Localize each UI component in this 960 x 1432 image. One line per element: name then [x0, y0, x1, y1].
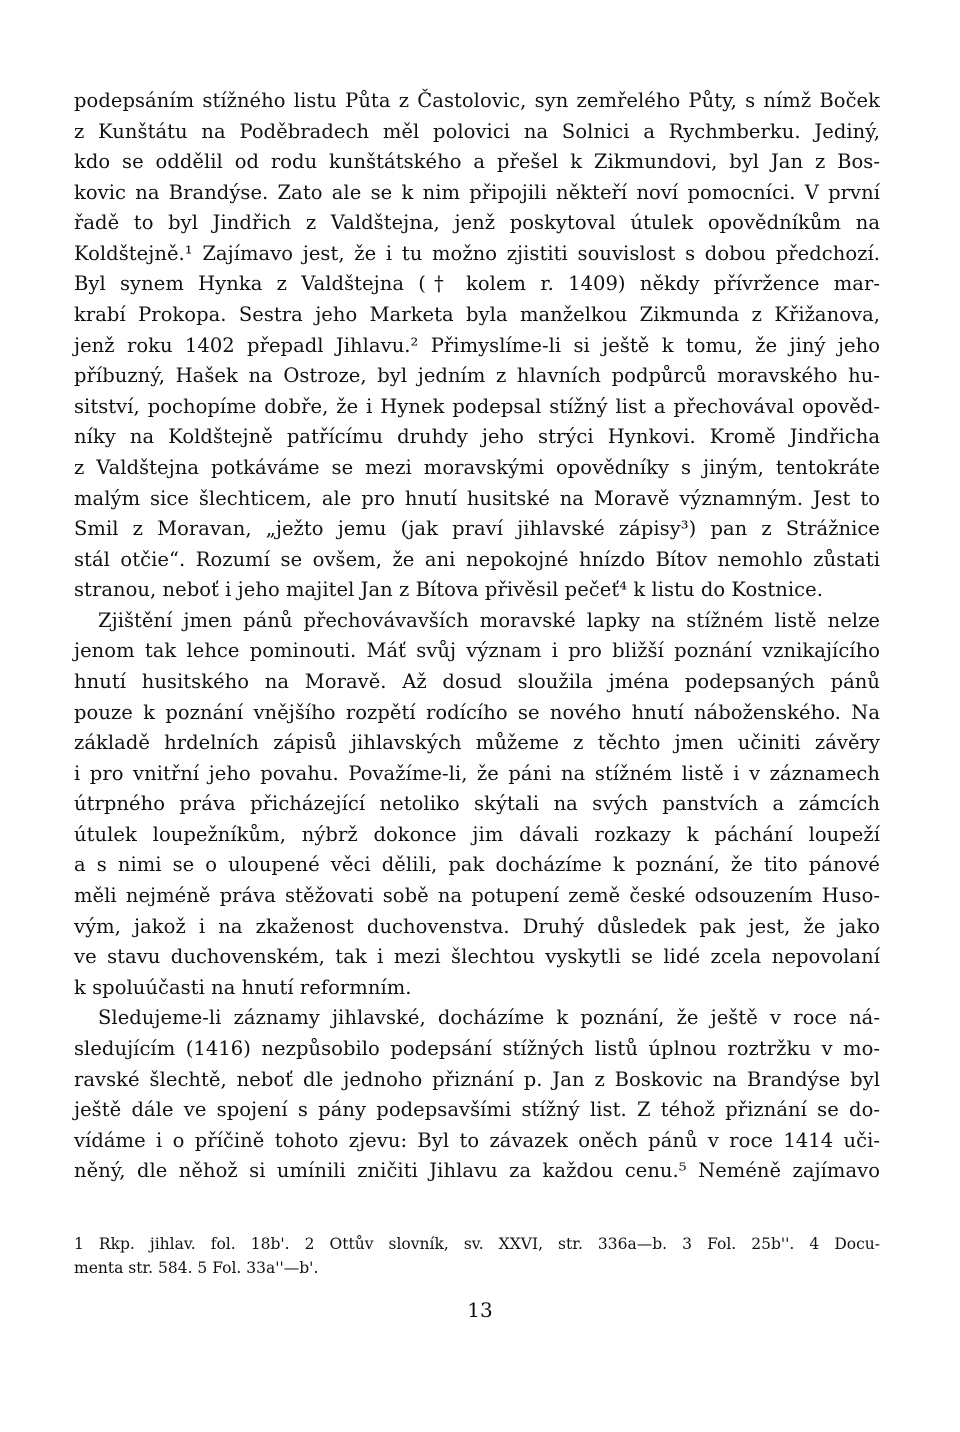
- text-line: Sledujeme-li záznamy jihlavské, docházíme k poznání, že ještě v roce ná-: [98, 1006, 880, 1030]
- text-line: i pro vnitřní jeho povahu. Považíme-li, že páni na stížném listě i v záznamech: [74, 761, 880, 785]
- text-line: něný, dle něhož si umínili zničiti Jihlavu za každou cenu.⁵ Neméně zajímavo: [74, 1159, 880, 1183]
- text-line: vým, jakož i na zkaženost duchovenstva. Druhý důsledek pak jest, že jako: [74, 914, 880, 938]
- text-line: jenž roku 1402 přepadl Jihlavu.² Přimyslíme-li si ještě k tomu, že jiný jeho: [74, 333, 880, 357]
- text-line: jenom tak lehce pominouti. Máť svůj význam i pro bližší poznání vznikajícího: [74, 639, 880, 663]
- text-line: Zjištění jmen pánů přechovávavších moravské lapky na stížném listě nelze: [98, 608, 880, 632]
- footnotes: [74, 1232, 880, 1280]
- text-line: sledujícím (1416) nezpůsobilo podepsání stížných listů úplnou roztržku v mo-: [74, 1036, 880, 1060]
- text-line: útrpného práva přicházející netoliko skýtali na svých panstvích a zámcích: [74, 792, 880, 816]
- text-line: kdo se oddělil od rodu kunštátského a přešel k Zikmundovi, byl Jan z Bos-: [74, 150, 880, 174]
- text-line: ještě dále ve spojení s pány podepsavšími stížný list. Z téhož přiznání se do-: [74, 1098, 880, 1122]
- text-line: měli nejméně práva stěžovati sobě na potupení země české odsouzením Huso-: [74, 884, 880, 908]
- text-line: a s nimi se o uloupené věci dělili, pak docházíme k poznání, že tito pánové: [74, 853, 880, 877]
- footnote-line: menta str. 584. 5 Fol. 33a''—b'.: [74, 1259, 319, 1277]
- text-line: Smil z Moravan, „ježto jemu (jak praví jihlavské zápisy³) pan z Strážnice: [74, 517, 880, 541]
- text-line: ravské šlechtě, neboť dle jednoho přiznání p. Jan z Boskovic na Brandýse byl: [74, 1067, 880, 1091]
- text-line: příbuzný, Hašek na Ostroze, byl jedním z hlavních podpůrců moravského hu-: [74, 364, 880, 388]
- text-line: útulek loupežníkům, nýbrž dokonce jim dávali rozkazy k páchání loupeží: [74, 822, 880, 846]
- text-line: Byl synem Hynka z Valdštejna († kolem r. 1409) někdy přívržence mar-: [74, 272, 880, 296]
- page-number: 13: [467, 1298, 493, 1322]
- text-line: pouze k poznání vnějšího rozpětí rodícího se nového hnutí náboženského. Na: [74, 700, 880, 724]
- text-line: krabí Prokopa. Sestra jeho Marketa byla manželkou Zikmunda z Křižanova,: [74, 303, 880, 327]
- footnote-line: 1 Rkp. jihlav. fol. 18b'. 2 Ottův slovník, sv. XXVI, str. 336a—b. 3 Fol. 25b''. 4 Docu-: [74, 1235, 880, 1253]
- text-line: k spoluúčasti na hnutí reformním.: [74, 975, 412, 999]
- text-line: níky na Koldštejně patřícímu druhdy jeho strýci Hynkovi. Kromě Jindřicha: [74, 425, 880, 449]
- text-line: sitství, pochopíme dobře, že i Hynek podepsal stížný list a přechovával opověd-: [74, 394, 880, 418]
- text-line: z Valdštejna potkáváme se mezi moravskými opovědníky s jiným, tentokráte: [74, 455, 880, 479]
- text-line: řadě to byl Jindřich z Valdštejna, jenž poskytoval útulek opovědníkům na: [74, 211, 880, 235]
- text-line: Koldštejně.¹ Zajímavo jest, že i tu možno zjistiti souvislost s dobou předchozí.: [74, 241, 880, 265]
- main-text: [74, 86, 880, 1187]
- text-line: malým sice šlechticem, ale pro hnutí husitské na Moravě významným. Jest to: [74, 486, 880, 510]
- text-line: základě hrdelních zápisů jihlavských můžeme z těchto jmen učiniti závěry: [74, 731, 880, 755]
- text-line: vídáme i o příčině tohoto zjevu: Byl to závazek oněch pánů v roce 1414 uči-: [74, 1128, 880, 1152]
- text-line: podepsáním stížného listu Půta z Častolovic, syn zemřelého Půty, s nímž Boček: [74, 89, 880, 112]
- text-line: z Kunštátu na Poděbradech měl polovici na Solnici a Rychmberku. Jediný,: [74, 119, 880, 143]
- text-line: stranou, neboť i jeho majitel Jan z Bítova přivěsil pečeť⁴ k listu do Kostnice.: [74, 578, 823, 602]
- text-line: kovic na Brandýse. Zato ale se k nim připojili někteří noví pomocníci. V první: [74, 180, 880, 204]
- text-line: hnutí husitského na Moravě. Až dosud sloužila jména podepsaných pánů: [74, 669, 880, 693]
- text-line: ve stavu duchovenském, tak i mezi šlechtou vyskytli se lidé zcela nepovolaní: [74, 945, 880, 969]
- text-line: stál otčie“. Rozumí se ovšem, že ani nepokojné hnízdo Bítov nemohlo zůstati: [74, 547, 880, 571]
